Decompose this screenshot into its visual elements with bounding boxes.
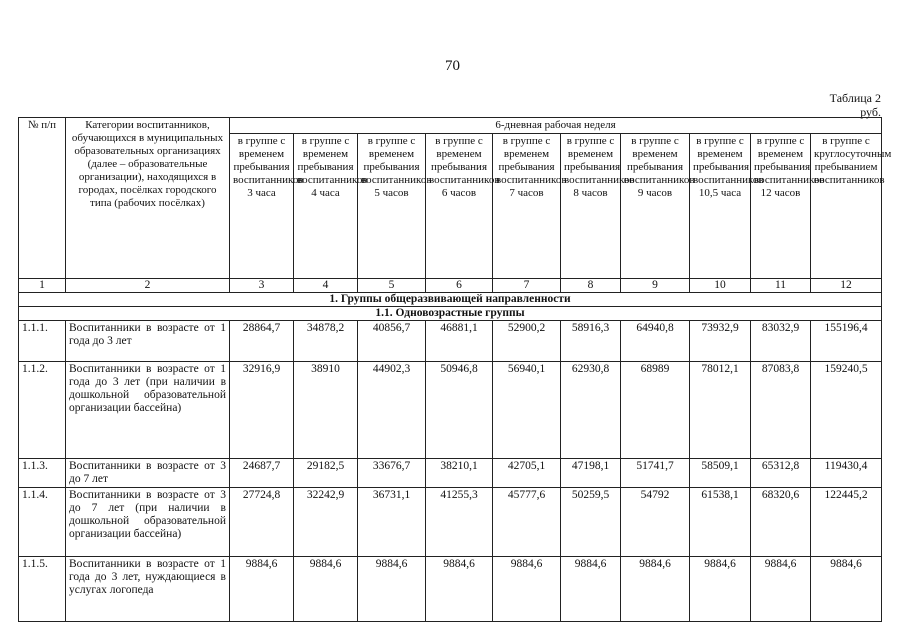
row-value: 9884,6 bbox=[561, 557, 621, 622]
row-value: 34878,2 bbox=[294, 321, 358, 362]
row-value: 44902,3 bbox=[358, 362, 426, 459]
row-value: 65312,8 bbox=[751, 459, 811, 488]
row-value: 32916,9 bbox=[230, 362, 294, 459]
column-number: 11 bbox=[751, 279, 811, 293]
row-value: 122445,2 bbox=[811, 488, 882, 557]
row-value: 41255,3 bbox=[426, 488, 493, 557]
section-row bbox=[19, 293, 882, 307]
column-number: 5 bbox=[358, 279, 426, 293]
table-row bbox=[19, 459, 882, 488]
row-value: 58509,1 bbox=[690, 459, 751, 488]
row-value: 32242,9 bbox=[294, 488, 358, 557]
row-number: 1.1.5. bbox=[19, 557, 66, 622]
header-duration: в группе с временем пребывания воспитанников 6 часов bbox=[426, 134, 493, 279]
page-number: 70 bbox=[445, 58, 460, 74]
unit-label: руб. bbox=[860, 105, 881, 119]
row-value: 45777,6 bbox=[493, 488, 561, 557]
row-value: 9884,6 bbox=[294, 557, 358, 622]
row-value: 9884,6 bbox=[621, 557, 690, 622]
table-row bbox=[19, 321, 882, 362]
column-numbers-row bbox=[19, 279, 882, 293]
row-value: 9884,6 bbox=[690, 557, 751, 622]
row-value: 38210,1 bbox=[426, 459, 493, 488]
column-number: 3 bbox=[230, 279, 294, 293]
subsection-title: 1.1. Одновозрастные группы bbox=[19, 307, 882, 321]
row-value: 83032,9 bbox=[751, 321, 811, 362]
column-number: 12 bbox=[811, 279, 882, 293]
row-value: 61538,1 bbox=[690, 488, 751, 557]
row-number: 1.1.3. bbox=[19, 459, 66, 488]
column-number: 4 bbox=[294, 279, 358, 293]
tariff-table bbox=[18, 117, 892, 622]
row-value: 78012,1 bbox=[690, 362, 751, 459]
subsection-row bbox=[19, 307, 882, 321]
row-value: 9884,6 bbox=[426, 557, 493, 622]
header-duration: в группе с круглосуточным пребыванием воспитанников bbox=[811, 134, 882, 279]
header-duration: в группе с временем пребывания воспитанников 9 часов bbox=[621, 134, 690, 279]
row-value: 52900,2 bbox=[493, 321, 561, 362]
row-value: 27724,8 bbox=[230, 488, 294, 557]
table-row bbox=[19, 488, 882, 557]
column-number: 1 bbox=[19, 279, 66, 293]
row-category: Воспитанники в возрасте от 3 до 7 лет bbox=[66, 459, 230, 488]
row-value: 155196,4 bbox=[811, 321, 882, 362]
row-value: 87083,8 bbox=[751, 362, 811, 459]
row-value: 9884,6 bbox=[493, 557, 561, 622]
table-label: Таблица 2 bbox=[829, 91, 881, 105]
row-number: 1.1.2. bbox=[19, 362, 66, 459]
row-value: 54792 bbox=[621, 488, 690, 557]
column-number: 9 bbox=[621, 279, 690, 293]
header-duration: в группе с временем пребывания воспитанников 5 часов bbox=[358, 134, 426, 279]
row-value: 28864,7 bbox=[230, 321, 294, 362]
table-row bbox=[19, 557, 882, 622]
row-value: 46881,1 bbox=[426, 321, 493, 362]
header-duration: в группе с временем пребывания воспитанников 8 часов bbox=[561, 134, 621, 279]
row-value: 50946,8 bbox=[426, 362, 493, 459]
row-value: 68989 bbox=[621, 362, 690, 459]
row-number: 1.1.4. bbox=[19, 488, 66, 557]
row-category: Воспитанники в возрасте от 3 до 7 лет (при наличии в дошкольной образовательной организации бассейна) bbox=[66, 488, 230, 557]
table-row bbox=[19, 362, 882, 459]
header-duration: в группе с временем пребывания воспитанников 7 часов bbox=[493, 134, 561, 279]
row-value: 40856,7 bbox=[358, 321, 426, 362]
row-category: Воспитанники в возрасте от 1 года до 3 лет, нуждающиеся в услугах логопеда bbox=[66, 557, 230, 622]
row-category: Воспитанники в возрасте от 1 года до 3 лет (при наличии в дошкольной образовательной организации бассейна) bbox=[66, 362, 230, 459]
row-value: 58916,3 bbox=[561, 321, 621, 362]
row-number: 1.1.1. bbox=[19, 321, 66, 362]
row-value: 9884,6 bbox=[751, 557, 811, 622]
header-week-group: 6-дневная рабочая неделя bbox=[230, 118, 882, 134]
row-value: 9884,6 bbox=[230, 557, 294, 622]
header-duration: в группе с временем пребывания воспитанников 4 часа bbox=[294, 134, 358, 279]
column-number: 7 bbox=[493, 279, 561, 293]
header-duration: в группе с временем пребывания воспитанников 3 часа bbox=[230, 134, 294, 279]
row-value: 73932,9 bbox=[690, 321, 751, 362]
section-title: 1. Группы общеразвивающей направленности bbox=[19, 293, 882, 307]
column-number: 10 bbox=[690, 279, 751, 293]
row-value: 36731,1 bbox=[358, 488, 426, 557]
row-value: 24687,7 bbox=[230, 459, 294, 488]
row-value: 51741,7 bbox=[621, 459, 690, 488]
row-value: 50259,5 bbox=[561, 488, 621, 557]
row-value: 159240,5 bbox=[811, 362, 882, 459]
column-number: 6 bbox=[426, 279, 493, 293]
column-number: 8 bbox=[561, 279, 621, 293]
row-value: 29182,5 bbox=[294, 459, 358, 488]
column-number: 2 bbox=[66, 279, 230, 293]
row-value: 47198,1 bbox=[561, 459, 621, 488]
row-value: 9884,6 bbox=[358, 557, 426, 622]
row-value: 119430,4 bbox=[811, 459, 882, 488]
row-value: 68320,6 bbox=[751, 488, 811, 557]
row-value: 9884,6 bbox=[811, 557, 882, 622]
row-value: 56940,1 bbox=[493, 362, 561, 459]
row-value: 42705,1 bbox=[493, 459, 561, 488]
row-value: 33676,7 bbox=[358, 459, 426, 488]
header-num: № п/п bbox=[19, 118, 66, 279]
header-duration: в группе с временем пребывания воспитанников 10,5 часа bbox=[690, 134, 751, 279]
row-value: 62930,8 bbox=[561, 362, 621, 459]
header-category: Категории воспитанников, обучающихся в муниципальных образовательных организациях (далее – образовательные организации), находящихся в городах, посёлках городского типа (рабочих посёлках) bbox=[66, 118, 230, 279]
row-value: 38910 bbox=[294, 362, 358, 459]
header-duration: в группе с временем пребывания воспитанников 12 часов bbox=[751, 134, 811, 279]
row-value: 64940,8 bbox=[621, 321, 690, 362]
row-category: Воспитанники в возрасте от 1 года до 3 лет bbox=[66, 321, 230, 362]
